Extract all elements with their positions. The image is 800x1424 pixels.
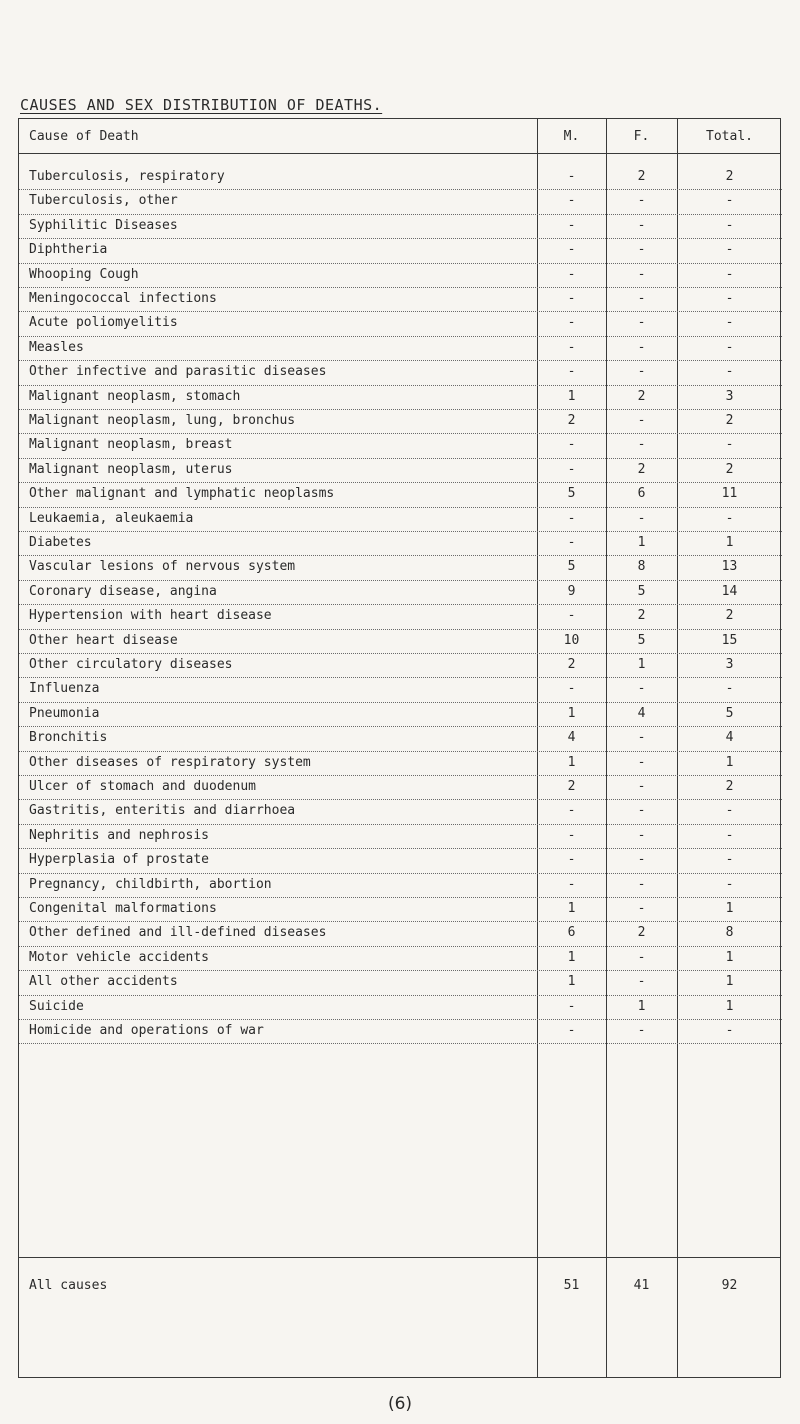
female-cell: - [637, 193, 646, 209]
cause-cell: Other infective and parasitic diseases [29, 364, 327, 380]
female-cell: - [637, 437, 646, 453]
header-cause: Cause of Death [29, 129, 139, 144]
cause-cell: All other accidents [29, 974, 178, 990]
table-row [19, 947, 782, 971]
table-row [19, 410, 782, 434]
cause-cell: Other circulatory diseases [29, 657, 233, 672]
female-cell: - [637, 510, 646, 526]
male-cell: - [567, 437, 576, 453]
cause-cell: Homicide and operations of war [29, 1023, 264, 1038]
male-cell: 4 [567, 730, 576, 746]
female-cell: - [637, 681, 646, 697]
total-cell: 1 [725, 901, 734, 916]
total-divider [19, 1257, 780, 1258]
cause-cell: Ulcer of stomach and duodenum [29, 779, 256, 794]
female-cell: 2 [637, 388, 646, 404]
cause-cell: Other malignant and lymphatic neoplasms [29, 486, 335, 502]
female-cell: 6 [637, 486, 646, 502]
table-row [19, 605, 782, 629]
male-cell: 5 [567, 559, 576, 575]
female-cell: - [637, 901, 646, 916]
total-cell: 1 [725, 974, 734, 990]
cause-cell: Influenza [29, 681, 100, 697]
table-row [19, 874, 782, 898]
male-cell: - [567, 242, 576, 258]
female-cell: - [637, 364, 646, 380]
table-row [19, 630, 782, 654]
total-cell: - [725, 803, 734, 819]
male-cell: - [567, 803, 576, 819]
table-row [19, 361, 782, 385]
cause-cell: Malignant neoplasm, uterus [29, 461, 233, 477]
header-male: M. [563, 129, 580, 144]
table-row [19, 556, 782, 580]
table-row [19, 800, 782, 824]
table-row [19, 971, 782, 995]
female-cell: - [637, 876, 646, 892]
table-row [19, 898, 782, 922]
cause-cell: Malignant neoplasm, breast [29, 437, 233, 453]
male-cell: 1 [567, 754, 576, 770]
male-cell: - [567, 315, 576, 331]
male-cell: - [567, 608, 576, 624]
total-cell: 1 [725, 998, 734, 1014]
female-cell: - [637, 779, 646, 794]
total-cell: 1 [725, 535, 734, 550]
male-cell: - [567, 364, 576, 380]
total-cell: 14 [721, 583, 738, 599]
male-cell: - [567, 291, 576, 306]
total-female: 41 [633, 1278, 650, 1293]
male-cell: 2 [567, 779, 576, 794]
total-cell: - [725, 242, 734, 258]
table-row [19, 312, 782, 336]
female-cell: - [637, 242, 646, 258]
table-row [19, 483, 782, 507]
total-cell: - [725, 681, 734, 697]
male-cell: - [567, 1023, 576, 1038]
total-cell: - [725, 827, 734, 843]
male-cell: 2 [567, 413, 576, 428]
header-female: F. [633, 129, 650, 144]
male-cell: - [567, 266, 576, 282]
total-cell: 11 [721, 486, 738, 502]
male-cell: 1 [567, 974, 576, 990]
table-row [19, 386, 782, 410]
male-cell: 1 [567, 705, 576, 721]
header-divider [19, 153, 780, 154]
page-title: CAUSES AND SEX DISTRIBUTION OF DEATHS. [20, 96, 383, 114]
total-cell: 8 [725, 925, 734, 941]
cause-cell: Other defined and ill-defined diseases [29, 925, 327, 941]
cause-cell: Other heart disease [29, 632, 178, 648]
total-cell: 15 [721, 632, 738, 648]
female-cell: - [637, 266, 646, 282]
cause-cell: Pregnancy, childbirth, abortion [29, 876, 272, 892]
table-row [19, 727, 782, 751]
female-cell: 2 [637, 608, 646, 624]
female-cell: - [637, 291, 646, 306]
total-cell: - [725, 291, 734, 306]
total-cell: 2 [725, 608, 734, 624]
female-cell: 1 [637, 657, 646, 672]
table-row [19, 459, 782, 483]
female-cell: 4 [637, 705, 646, 721]
total-cell: - [725, 364, 734, 380]
cause-cell: Congenital malformations [29, 901, 217, 916]
female-cell: - [637, 1023, 646, 1038]
table-row [19, 654, 782, 678]
table-row [19, 532, 782, 556]
table-row [19, 678, 782, 702]
total-cell: 13 [721, 559, 738, 575]
cause-cell: Coronary disease, angina [29, 583, 217, 599]
cause-cell: Malignant neoplasm, stomach [29, 388, 241, 404]
table-row [19, 239, 782, 263]
table-row [19, 166, 782, 190]
deaths-table [18, 118, 781, 1378]
total-cell: - [725, 217, 734, 233]
female-cell: 1 [637, 998, 646, 1014]
cause-cell: Suicide [29, 998, 84, 1014]
total-label: All causes [29, 1278, 108, 1293]
total-cell: 1 [725, 949, 734, 965]
total-cell: 3 [725, 388, 734, 404]
cause-cell: Nephritis and nephrosis [29, 827, 210, 843]
cause-cell: Meningococcal infections [29, 291, 217, 306]
female-cell: - [637, 852, 646, 868]
cause-cell: Malignant neoplasm, lung, bronchus [29, 413, 296, 428]
male-cell: 1 [567, 388, 576, 404]
table-row [19, 703, 782, 727]
total-cell: 2 [725, 169, 734, 184]
total-cell: - [725, 339, 734, 355]
female-cell: 2 [637, 461, 646, 477]
total-cell: - [725, 876, 734, 892]
header-total: Total. [706, 129, 753, 144]
male-cell: 1 [567, 949, 576, 965]
male-cell: - [567, 827, 576, 843]
cause-cell: Bronchitis [29, 730, 108, 746]
table-row [19, 996, 782, 1020]
female-cell: - [637, 315, 646, 331]
table-row [19, 190, 782, 214]
total-male: 51 [563, 1278, 580, 1293]
table-row [19, 849, 782, 873]
cause-cell: Diphtheria [29, 242, 108, 258]
cause-cell: Hyperplasia of prostate [29, 852, 210, 868]
female-cell: - [637, 339, 646, 355]
table-row [19, 508, 782, 532]
total-cell: 1 [725, 754, 734, 770]
row-leader-line [19, 1043, 782, 1044]
total-cell: 3 [725, 657, 734, 672]
cause-cell: Tuberculosis, other [29, 193, 178, 209]
female-cell: - [637, 803, 646, 819]
total-cell: - [725, 315, 734, 331]
female-cell: - [637, 949, 646, 965]
cause-cell: Measles [29, 339, 84, 355]
male-cell: - [567, 193, 576, 209]
total-cell: - [725, 852, 734, 868]
male-cell: 10 [563, 632, 580, 648]
cause-cell: Whooping Cough [29, 266, 139, 282]
male-cell: - [567, 852, 576, 868]
male-cell: 6 [567, 925, 576, 941]
total-cell: - [725, 437, 734, 453]
table-row [19, 215, 782, 239]
male-cell: - [567, 681, 576, 697]
total-all: 92 [721, 1278, 738, 1293]
cause-cell: Pneumonia [29, 705, 100, 721]
female-cell: - [637, 217, 646, 233]
male-cell: - [567, 998, 576, 1014]
female-cell: 1 [637, 535, 646, 550]
cause-cell: Motor vehicle accidents [29, 949, 210, 965]
total-cell: 5 [725, 705, 734, 721]
male-cell: - [567, 339, 576, 355]
page-number: (6) [387, 1394, 413, 1414]
female-cell: 2 [637, 925, 646, 941]
female-cell: - [637, 974, 646, 990]
female-cell: 8 [637, 559, 646, 575]
male-cell: - [567, 535, 576, 550]
table-row [19, 288, 782, 312]
female-cell: 2 [637, 169, 646, 184]
table-row [19, 264, 782, 288]
female-cell: 5 [637, 632, 646, 648]
cause-cell: Gastritis, enteritis and diarrhoea [29, 803, 296, 819]
cause-cell: Vascular lesions of nervous system [29, 559, 296, 575]
male-cell: - [567, 217, 576, 233]
table-row [19, 434, 782, 458]
female-cell: - [637, 827, 646, 843]
male-cell: 5 [567, 486, 576, 502]
cause-cell: Syphilitic Diseases [29, 217, 178, 233]
female-cell: 5 [637, 583, 646, 599]
table-row [19, 1020, 782, 1044]
table-row [19, 337, 782, 361]
table-row [19, 776, 782, 800]
table-row [19, 825, 782, 849]
total-cell: 2 [725, 461, 734, 477]
female-cell: - [637, 413, 646, 428]
female-cell: - [637, 730, 646, 746]
cause-cell: Other diseases of respiratory system [29, 754, 311, 770]
cause-cell: Acute poliomyelitis [29, 315, 178, 331]
cause-cell: Tuberculosis, respiratory [29, 169, 225, 184]
total-cell: - [725, 1023, 734, 1038]
female-cell: - [637, 754, 646, 770]
cause-cell: Diabetes [29, 535, 92, 550]
male-cell: - [567, 169, 576, 184]
male-cell: 1 [567, 901, 576, 916]
total-cell: - [725, 266, 734, 282]
male-cell: - [567, 876, 576, 892]
total-cell: - [725, 510, 734, 526]
total-cell: 2 [725, 779, 734, 794]
total-cell: - [725, 193, 734, 209]
cause-cell: Hypertension with heart disease [29, 608, 272, 624]
male-cell: 9 [567, 583, 576, 599]
table-row [19, 922, 782, 946]
table-row [19, 581, 782, 605]
total-row [19, 1269, 782, 1309]
male-cell: - [567, 510, 576, 526]
total-cell: 2 [725, 413, 734, 428]
male-cell: 2 [567, 657, 576, 672]
total-cell: 4 [725, 730, 734, 746]
table-row [19, 752, 782, 776]
male-cell: - [567, 461, 576, 477]
cause-cell: Leukaemia, aleukaemia [29, 510, 194, 526]
